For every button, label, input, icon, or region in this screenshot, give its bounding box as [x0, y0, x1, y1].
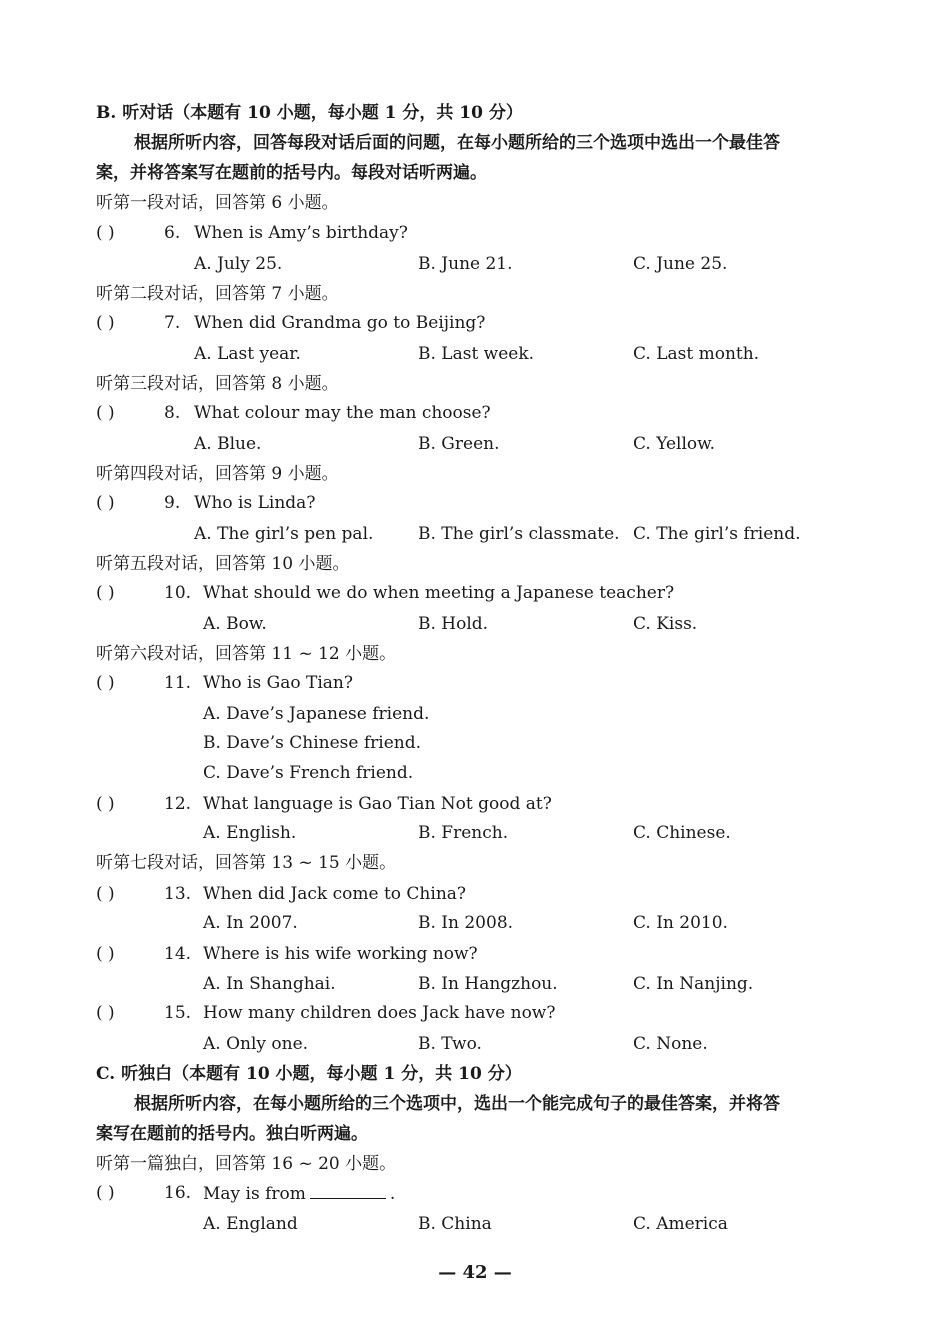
dialog-7-label: 听第七段对话，回答第 13 ~ 15 小题。 — [96, 853, 397, 873]
option-c: C. America — [633, 1214, 728, 1234]
option-a: A. English. — [203, 823, 297, 843]
dialog-5-label: 听第五段对话，回答第 10 小题。 — [96, 554, 350, 574]
option-b: B. French. — [418, 823, 509, 843]
question-number: 16. — [164, 1183, 192, 1203]
question-number: 13. — [164, 884, 192, 904]
option-a: A. In 2007. — [203, 913, 298, 933]
question-text: What colour may the man choose? — [194, 403, 491, 423]
dialog-3-label: 听第三段对话，回答第 8 小题。 — [96, 374, 339, 394]
question-text: When did Jack come to China? — [203, 884, 467, 904]
question-text: Where is his wife working now? — [203, 944, 478, 964]
monologue-1-label: 听第一篇独白，回答第 16 ~ 20 小题。 — [96, 1154, 397, 1174]
page-number: — 42 — — [438, 1262, 512, 1283]
section-b-title: B. 听对话（本题有 10 小题，每小题 1 分，共 10 分） — [96, 103, 523, 123]
section-c-title: C. 听独白（本题有 10 小题，每小题 1 分，共 10 分） — [96, 1064, 522, 1084]
option-a: A. Dave’s Japanese friend. — [203, 704, 430, 724]
option-c: C. In Nanjing. — [633, 974, 754, 994]
option-a: A. July 25. — [194, 254, 283, 274]
option-b: B. In Hangzhou. — [418, 974, 558, 994]
option-b: B. Green. — [418, 434, 500, 454]
option-a: A. Only one. — [203, 1034, 309, 1054]
option-b: B. The girl’s classmate. — [418, 524, 620, 544]
option-b: B. Hold. — [418, 614, 489, 634]
question-text: Who is Gao Tian? — [203, 673, 353, 693]
option-c: C. Last month. — [633, 344, 760, 364]
question-number: 11. — [164, 673, 192, 693]
option-a: A. In Shanghai. — [203, 974, 336, 994]
option-c: C. Kiss. — [633, 614, 698, 634]
dialog-6-label: 听第六段对话，回答第 11 ~ 12 小题。 — [96, 644, 397, 664]
option-b: B. June 21. — [418, 254, 513, 274]
question-text: Who is Linda? — [194, 493, 316, 513]
option-c: C. Chinese. — [633, 823, 731, 843]
dialog-1-label: 听第一段对话，回答第 6 小题。 — [96, 193, 339, 213]
question-text: When did Grandma go to Beijing? — [194, 313, 486, 333]
answer-paren[interactable]: ( ) — [96, 403, 115, 423]
question-text: What should we do when meeting a Japanese teacher? — [203, 583, 675, 603]
section-c-instructions-line2: 案写在题前的括号内。独白听两遍。 — [96, 1124, 368, 1144]
option-a: A. Last year. — [194, 344, 301, 364]
question-number: 6. — [164, 223, 181, 243]
answer-paren[interactable]: ( ) — [96, 884, 115, 904]
option-b: B. China — [418, 1214, 492, 1234]
answer-paren[interactable]: ( ) — [96, 1183, 115, 1203]
question-number: 12. — [164, 794, 192, 814]
answer-paren[interactable]: ( ) — [96, 673, 115, 693]
question-number: 10. — [164, 583, 192, 603]
question-text: When is Amy’s birthday? — [194, 223, 408, 243]
answer-paren[interactable]: ( ) — [96, 493, 115, 513]
option-c: C. The girl’s friend. — [633, 524, 801, 544]
question-text-wrap — [203, 1182, 395, 1205]
question-number: 9. — [164, 493, 181, 513]
answer-paren[interactable]: ( ) — [96, 944, 115, 964]
option-c: C. None. — [633, 1034, 708, 1054]
question-text: What language is Gao Tian Not good at? — [203, 794, 552, 814]
option-c: C. June 25. — [633, 254, 728, 274]
option-c: C. Yellow. — [633, 434, 716, 454]
answer-paren[interactable]: ( ) — [96, 313, 115, 333]
option-b: B. Last week. — [418, 344, 535, 364]
section-b-instructions-line2: 案，并将答案写在题前的括号内。每段对话听两遍。 — [96, 163, 487, 183]
fill-in-blank[interactable] — [310, 1182, 386, 1199]
dialog-2-label: 听第二段对话，回答第 7 小题。 — [96, 284, 339, 304]
dialog-4-label: 听第四段对话，回答第 9 小题。 — [96, 464, 339, 484]
answer-paren[interactable]: ( ) — [96, 223, 115, 243]
answer-paren[interactable]: ( ) — [96, 794, 115, 814]
question-number: 7. — [164, 313, 181, 333]
question-number: 15. — [164, 1003, 192, 1023]
question-end: . — [389, 1184, 396, 1204]
section-b-instructions-line1: 根据所听内容，回答每段对话后面的问题，在每小题所给的三个选项中选出一个最佳答 — [134, 133, 780, 153]
option-a: A. Bow. — [203, 614, 267, 634]
option-a: A. Blue. — [194, 434, 262, 454]
answer-paren[interactable]: ( ) — [96, 583, 115, 603]
option-a: A. The girl’s pen pal. — [194, 524, 374, 544]
answer-paren[interactable]: ( ) — [96, 1003, 115, 1023]
option-b: B. In 2008. — [418, 913, 514, 933]
question-text: May is from — [203, 1184, 306, 1204]
question-number: 8. — [164, 403, 181, 423]
option-c: C. Dave’s French friend. — [203, 763, 414, 783]
question-number: 14. — [164, 944, 192, 964]
option-b: B. Dave’s Chinese friend. — [203, 733, 422, 753]
option-a: A. England — [203, 1214, 298, 1234]
section-c-instructions-line1: 根据所听内容，在每小题所给的三个选项中，选出一个能完成句子的最佳答案，并将答 — [134, 1094, 780, 1114]
option-c: C. In 2010. — [633, 913, 728, 933]
option-b: B. Two. — [418, 1034, 482, 1054]
question-text: How many children does Jack have now? — [203, 1003, 556, 1023]
